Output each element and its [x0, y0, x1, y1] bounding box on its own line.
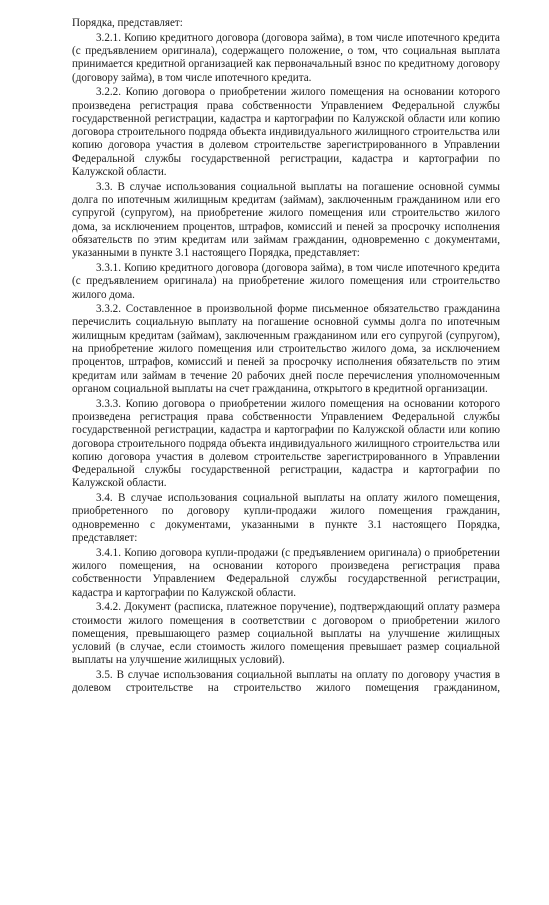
paragraph-3-3-2: 3.3.2. Составленное в произвольной форме письменное обязательство гражданина перечислить социальную выплату на погашение основной суммы долга по ипотечным жилищным кредитам (займам), заключенным гражданином или его супругой (супругом), на приобретение жилого помещения или строительство жилого дома, за исключением процентов, штрафов, комиссий и пеней за просрочку исполнения обязательств по этим кредитам или займам в течение 20 рабочих дней после перечисления уполномоченным органом социальной выплаты на счет гражданина, открытого в кредитной организации.	[72, 303, 500, 395]
paragraph-3-5: 3.5. В случае использования социальной выплаты на оплату по договору участия в долевом строительстве на строительство жилого помещения гражданином,	[72, 669, 500, 695]
document-page	[72, 17, 500, 697]
paragraph-3-2-2: 3.2.2. Копию договора о приобретении жилого помещения на основании которого произведена регистрация права собственности Управлением Федеральной службы государственной регистрации, кадастра и картографии по Калужской области или копию договора строительного подряда объекта индивидуального жилищного строительства или копию договора участия в долевом строительстве зарегистрированного в Управлении Федеральной службы государственной регистрации, кадастра и картографии по Калужской области.	[72, 86, 500, 179]
paragraph-3-4-2: 3.4.2. Документ (расписка, платежное поручение), подтверждающий оплату размера стоимости жилого помещения в соответствии с договором о приобретении жилого помещения, превышающего размер социальной выплаты на улучшение жилищных условий (в случае, если стоимость жилого помещения превышает размер социальной выплаты на улучшение жилищных условий).	[72, 601, 500, 667]
paragraph-3-2-1: 3.2.1. Копию кредитного договора (договора займа), в том числе ипотечного кредита (с предъявлением оригинала), содержащего положение, о том, что социальная выплата принимается кредитной организацией как первоначальный взнос по кредитному договору (договору займа), в том числе ипотечного кредита.	[72, 31, 500, 84]
paragraph-3-4: 3.4. В случае использования социальной выплаты на оплату жилого помещения, приобретенного по договору купли-продажи жилого помещения гражданин, одновременно с документами, указанными в пункте 3.1 настоящего Порядка, представляет:	[72, 492, 500, 545]
paragraph-3-3-1: 3.3.1. Копию кредитного договора (договора займа), в том числе ипотечного кредита (с предъявлением оригинала) на приобретение жилого помещения или строительство жилого дома.	[72, 261, 500, 301]
paragraph-intro: Порядка, представляет:	[72, 17, 183, 29]
paragraph-3-3-3: 3.3.3. Копию договора о приобретении жилого помещения на основании которого произведена регистрация права собственности Управлением Федеральной службы государственной регистрации, кадастра и картографии по Калужской области или копию договора строительного подряда объекта индивидуального жилищного строительства или копию договора участия в долевом строительстве зарегистрированного в Управлении Федеральной службы государственной регистрации, кадастра и картографии по Калужской области.	[72, 397, 500, 490]
paragraph-3-4-1: 3.4.1. Копию договора купли-продажи (с предъявлением оригинала) о приобретении жилого помещения, на основании которого произведена регистрация права собственности Управлением Федеральной службы государственной регистрации, кадастра и картографии по Калужской области.	[72, 546, 500, 599]
paragraph-3-3: 3.3. В случае использования социальной выплаты на погашение основной суммы долга по ипотечным жилищным кредитам (займам), заключенным гражданином или его супругой (супругом), на приобретение жилого помещения или строительство жилого дома, за исключением процентов, штрафов, комиссий и пеней за просрочку исполнения обязательств по этим кредитам или займам гражданин, одновременно с документами, указанными в пункте 3.1 настоящего Порядка, представляет:	[72, 180, 500, 260]
